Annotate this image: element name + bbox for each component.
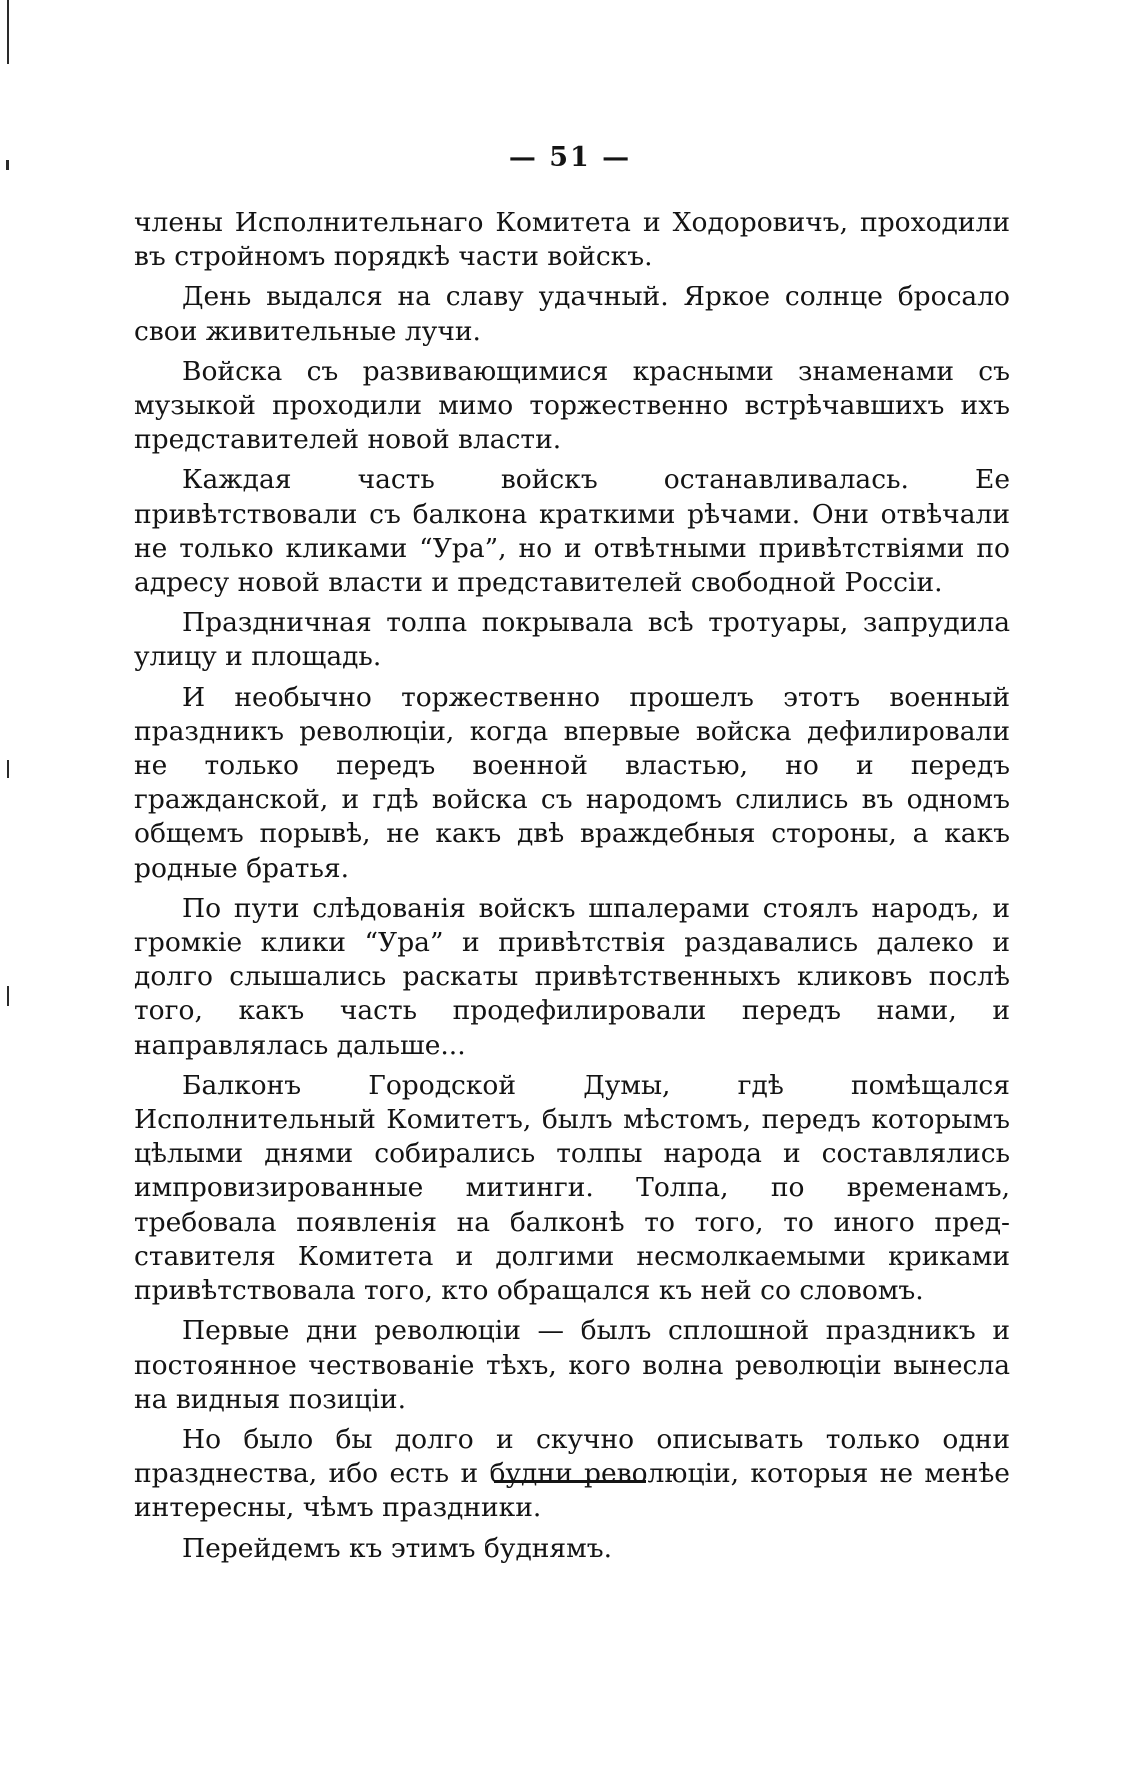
paragraph: Но было бы долго и скучно описывать только одни празднества, ибо есть и будни революціи, которыя не менѣе интересны, чѣмъ праздники. bbox=[134, 1423, 1010, 1524]
margin-scan-mark bbox=[7, 0, 9, 64]
paragraph: члены Исполнительнаго Комитета и Ходоровичъ, проходили въ стройномъ порядкѣ части войскъ. bbox=[134, 207, 1010, 273]
paragraph: День выдался на славу удачный. Яркое солнце бросало свои живительные лучи. bbox=[134, 281, 1010, 347]
margin-scan-mark bbox=[7, 760, 9, 778]
page-number: — 51 — bbox=[508, 142, 632, 173]
paragraph: Войска съ развивающимися красными знаменами съ музыкой проходили мимо торжественно встрѣчавшихъ ихъ представителей новой власти. bbox=[134, 355, 1010, 456]
paragraph: Первые дни революціи — былъ сплошной праздникъ и постоянное чествованіе тѣхъ, кого волна революціи вынесла на видныя позиціи. bbox=[134, 1315, 1010, 1415]
body-text bbox=[134, 206, 1010, 1572]
paragraph: По пути слѣдованія войскъ шпалерами стоялъ народъ, и громкіе клики “Ура” и привѣтствія раздавались далеко и долго слышались раскаты привѣтственныхъ кликовъ послѣ того, какъ часть продефилировали передъ нами, и направлялась дальше... bbox=[134, 892, 1010, 1061]
paragraph: И необычно торжественно прошелъ этотъ военный праздникъ революціи, когда впервые войска дефилировали не только передъ военной властью, но и передъ гражданской, и гдѣ войска съ народомъ слились въ одномъ общемъ порывѣ, не какъ двѣ враждебныя стороны, а какъ родные братья. bbox=[134, 681, 1010, 884]
paragraph: Праздничная толпа покрывала всѣ тротуары, запрудила улицу и площадь. bbox=[134, 607, 1010, 673]
paragraph: Каждая часть войскъ останавливалась. Ее привѣтствовали съ балкона краткими рѣчами. Они отвѣчали не только кликами “Ура”, но и отвѣтными привѣтствіями по адресу новой власти и представителей свободной Россіи. bbox=[134, 464, 1010, 599]
paragraph: Балконъ Городской Думы, гдѣ помѣщался Исполнительный Комитетъ, былъ мѣстомъ, передъ которымъ цѣлыми днями собирались толпы народа и составлялись импровизированные митинги. Толпа, по временамъ, требовала появленія на балконѣ то того, то иного представителя Комитета и долгими несмолкаемыми криками привѣтствовала того, кто обращался къ ней со словомъ. bbox=[134, 1069, 1010, 1307]
margin-scan-mark bbox=[7, 986, 9, 1006]
section-end-rule bbox=[494, 1480, 646, 1483]
paragraph: Перейдемъ къ этимъ буднямъ. bbox=[182, 1532, 613, 1564]
